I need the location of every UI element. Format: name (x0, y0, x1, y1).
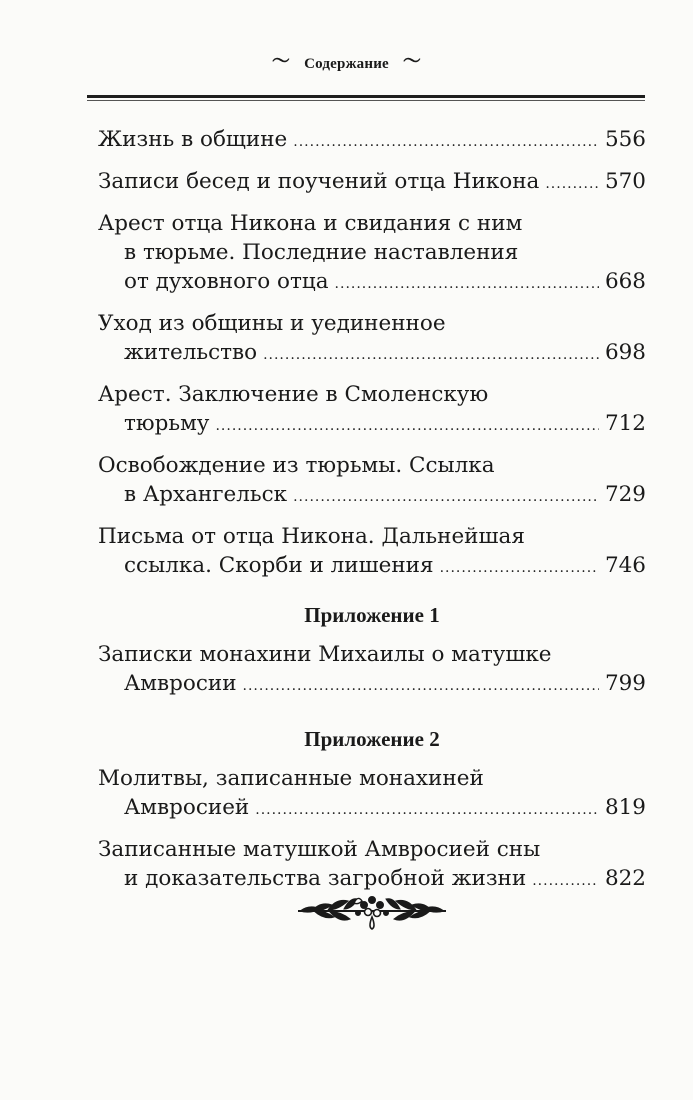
leader-dots (293, 128, 599, 157)
toc-entry-title-line: тюрьму (124, 411, 210, 436)
toc-entry[interactable] (98, 764, 646, 825)
page-number: 799 (604, 671, 646, 696)
toc-entry-title-line: ссылка. Скорби и лишения (124, 553, 434, 578)
toc-entry-title-line: Освобождение из тюрьмы. Ссылка (98, 453, 495, 478)
page-number: 698 (604, 340, 646, 365)
page-number: 570 (604, 169, 646, 194)
page-number: 712 (604, 411, 646, 436)
toc-entry[interactable] (98, 380, 646, 441)
toc-entry-title-line: в Архангельск (124, 482, 288, 507)
leader-dots (545, 170, 599, 199)
header-rule-thin (87, 100, 645, 101)
leader-dots (215, 412, 598, 441)
toc-entry-title-line: Амвросии (124, 671, 237, 696)
page-number: 556 (604, 127, 646, 152)
toc-entry-title-line: от духовного отца (124, 269, 329, 294)
page-number: 729 (604, 482, 646, 507)
header-rule-thick (87, 95, 645, 98)
page-number: 819 (604, 795, 646, 820)
toc-entry-title: Записи бесед и поучений отца Никона (98, 169, 540, 194)
page-number: 746 (604, 553, 646, 578)
toc-entry-title-line: Арест. Заключение в Смоленскую (98, 382, 489, 407)
floral-branch-ornament-icon (292, 887, 452, 933)
toc-entry[interactable] (98, 209, 646, 299)
toc-entry-title-line: жительство (124, 340, 258, 365)
leader-dots (532, 867, 599, 896)
leader-dots (255, 796, 599, 825)
toc-entry-title-line: и доказательства загробной жизни (124, 866, 527, 891)
leader-dots (335, 270, 599, 299)
table-of-contents (98, 125, 646, 906)
page-title: Содержание (304, 56, 389, 72)
toc-entry[interactable] (98, 640, 646, 701)
toc-entry-title-line: Записанные матушкой Амвросией сны (98, 837, 541, 862)
leader-dots (243, 672, 599, 701)
toc-entry-title-line: в тюрьме. Последние наставления (124, 240, 519, 265)
toc-entry-title-line: Уход из общины и уединенное (98, 311, 446, 336)
page-number: 822 (604, 866, 646, 891)
leader-dots (293, 483, 599, 512)
toc-entry-title: Жизнь в общине (98, 127, 288, 152)
appendix-1-heading: Приложение 1 (304, 603, 440, 627)
appendix-2-heading: Приложение 2 (304, 727, 440, 751)
toc-entry-title-line: Арест отца Никона и свидания с ним (98, 211, 523, 236)
leader-dots (440, 554, 599, 583)
swash-left-icon: 〜 (271, 51, 291, 71)
toc-entry-title-line: Молитвы, записанные монахиней (98, 766, 484, 791)
toc-entry[interactable] (98, 451, 646, 512)
leader-dots (263, 341, 599, 370)
swash-right-icon: 〜 (402, 51, 422, 71)
toc-entry[interactable] (98, 167, 646, 199)
running-header (0, 48, 693, 74)
page-number: 668 (604, 269, 646, 294)
toc-entry-title-line: Амвросией (124, 795, 250, 820)
toc-entry-title-line: Записки монахини Михаилы о матушке (98, 642, 552, 667)
toc-entry[interactable] (98, 522, 646, 583)
toc-entry[interactable] (98, 125, 646, 157)
toc-entry[interactable] (98, 309, 646, 370)
toc-entry-title-line: Письма от отца Никона. Дальнейшая (98, 524, 525, 549)
